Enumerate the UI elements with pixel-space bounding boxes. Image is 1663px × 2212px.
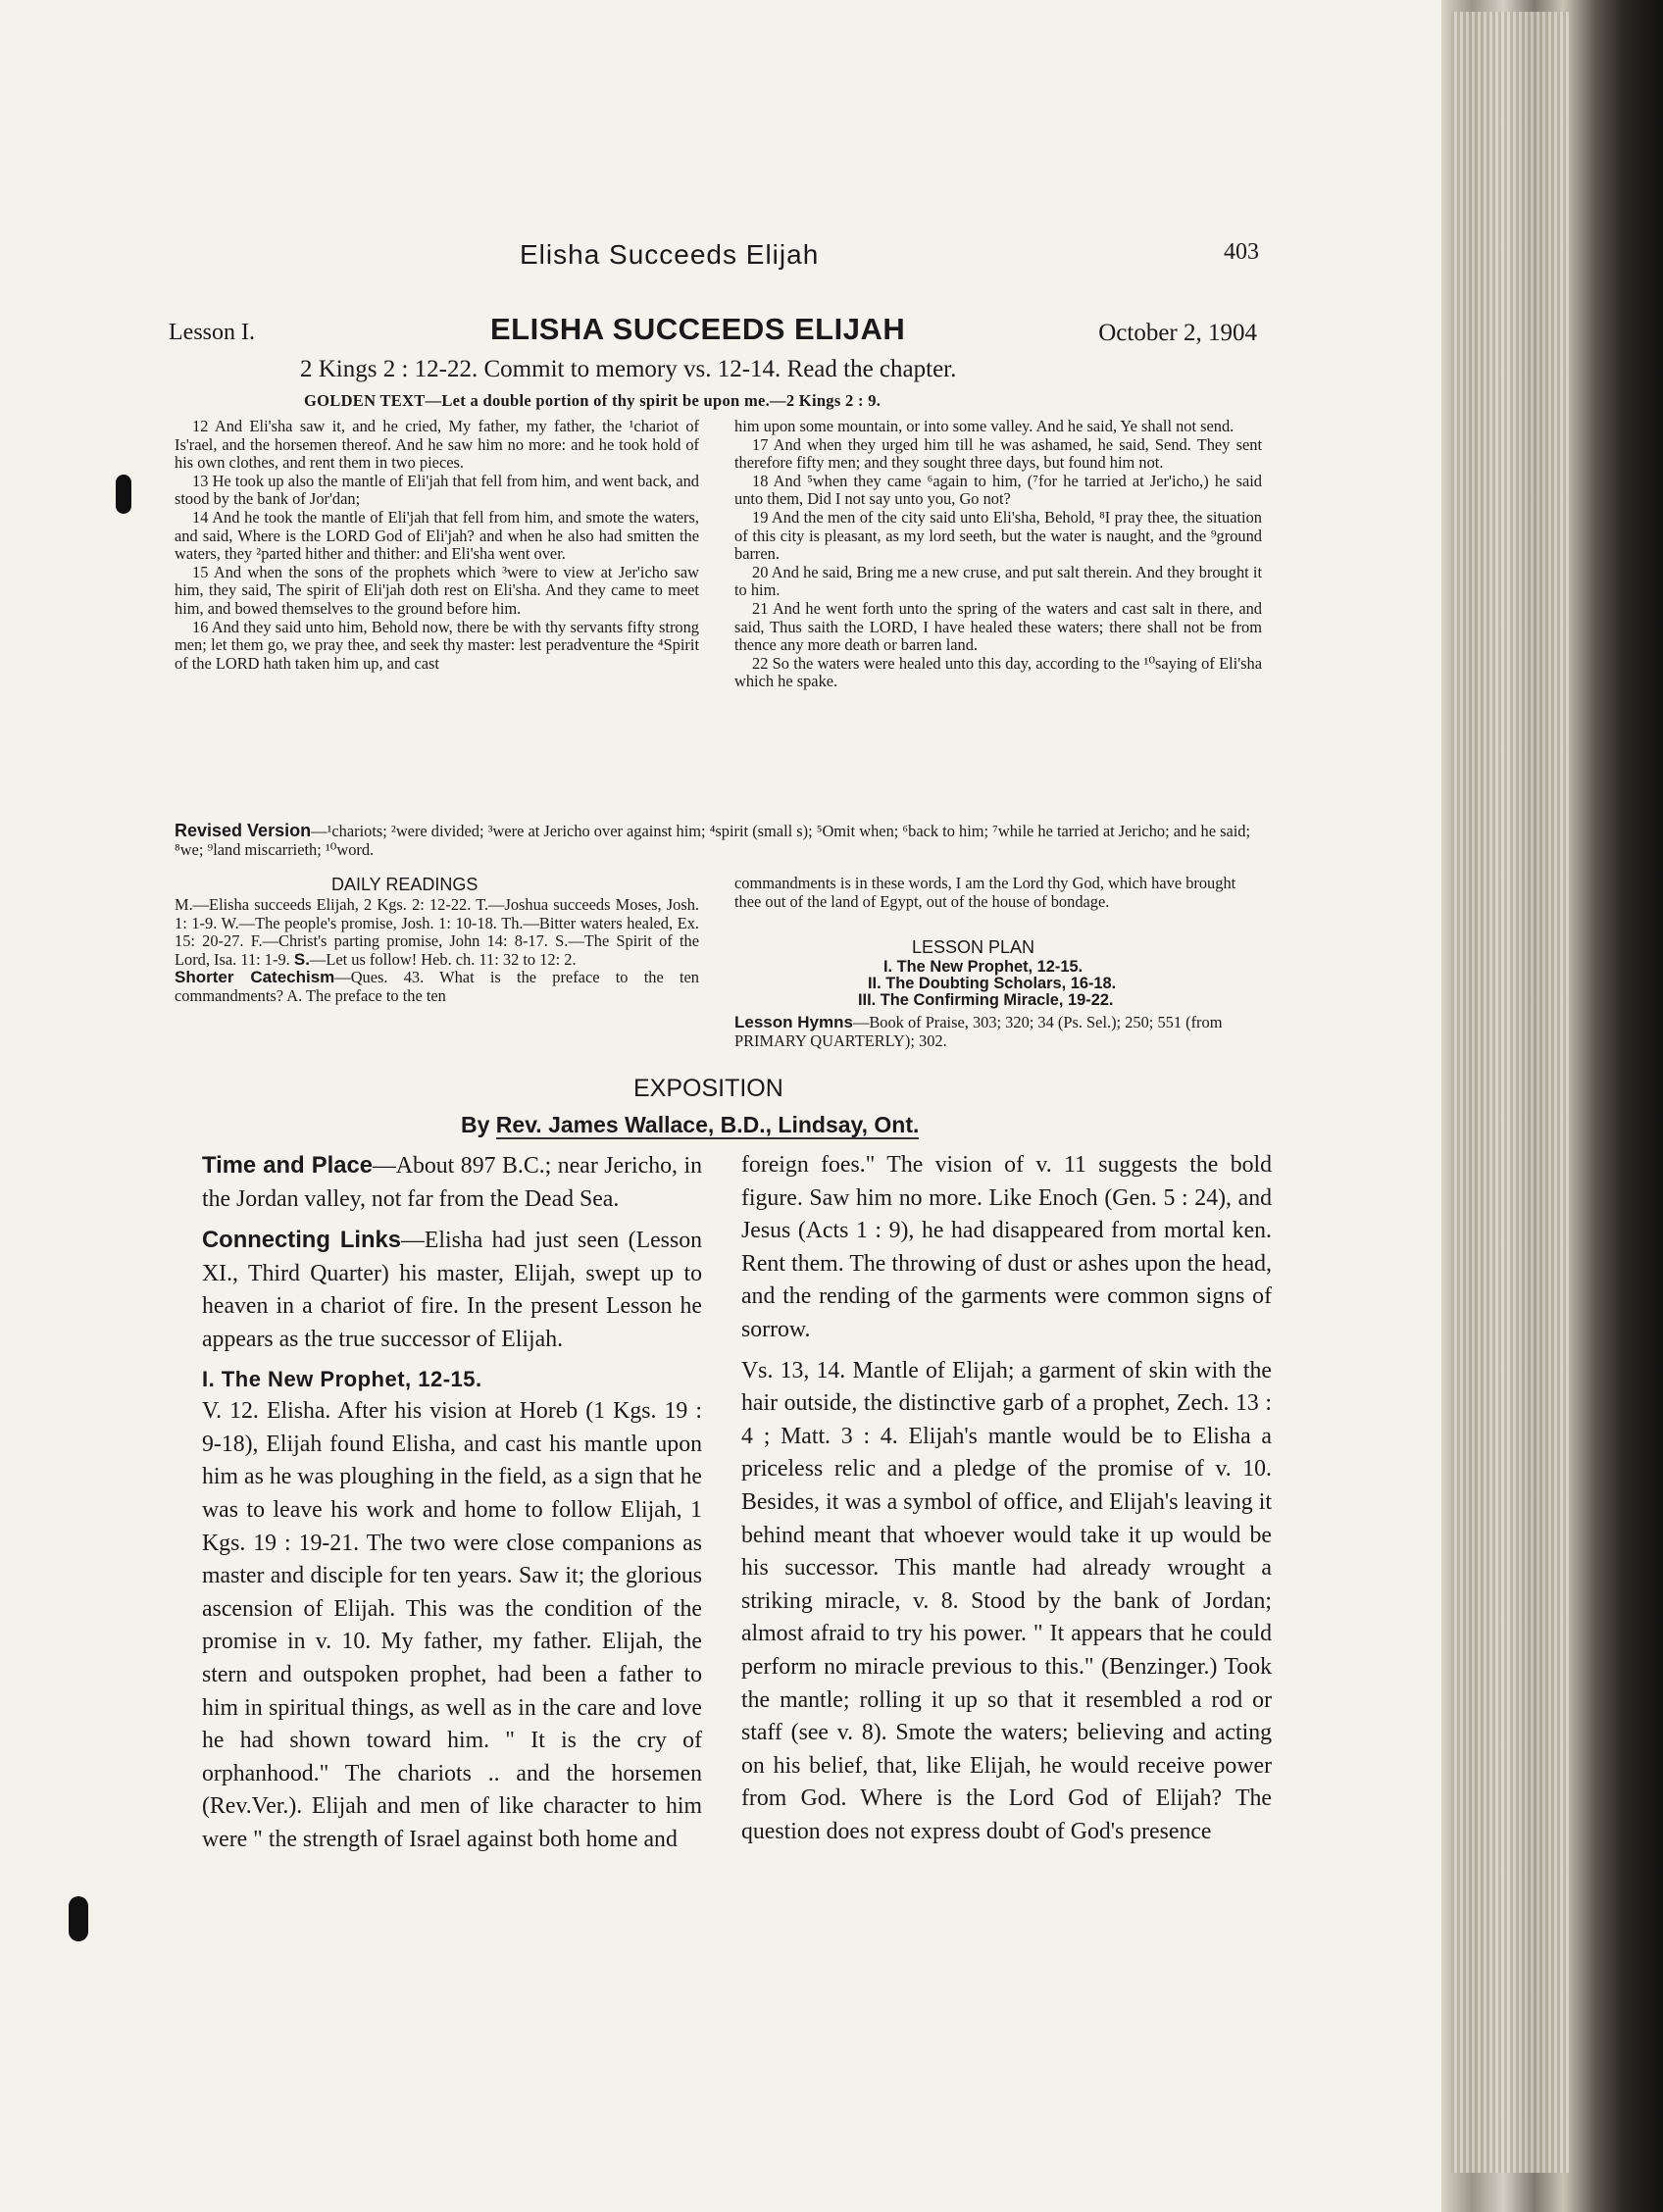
daily-readings-heading: DAILY READINGS (331, 875, 479, 894)
lesson-plan-heading: LESSON PLAN (912, 937, 1035, 957)
revised-version-notes (175, 822, 1263, 859)
verse-15: 15 And when the sons of the prophets which ³were to view at Jer'icho saw him, they said, The spirit of Eli'jah doth rest on Eli'sha. And they came to meet him, and bowed themselves to the ground before him. (175, 562, 699, 618)
time-and-place-text: —About 897 B.C.; near Jericho, in the Jordan valley, not far from the Dead Sea. (202, 1153, 702, 1212)
daily-readings-text: M.—Elisha succeeds Elijah, 2 Kgs. 2: 12-22. T.—Joshua succeeds Moses, Josh. 1: 1-9. W.—The people's promise, Josh. 1: 10-18. Th.—Bitter waters healed, Ex. 15: 20-27. F.—Christ's parting promise, John 14: 8-17. S.—The Spirit of the Lord, Isa. 11: 1-9. (175, 895, 699, 969)
connecting-links-label: Connecting Links (202, 1227, 402, 1254)
catechism-text: —Ques. 43. What is the preface to the ten commandments? A. The preface to the ten (175, 968, 699, 1005)
exposition-right-column (741, 1149, 1272, 1848)
verses-13-14-commentary: Vs. 13, 14. Mantle of Elijah; a garment of skin with the hair outside, the distinctive garb of a prophet, Zech. 13 : 4 ; Matt. 3 : 4. Elijah's mantle would be to Elisha a priceless relic and a pledge of the promise of v. 10. Besides, it was a symbol of office, and Elijah's leaving it behind meant that whoever would take it up would be his successor. This mantle had already wrought a striking miracle, v. 8. Stood by the bank of Jordan; almost afraid to try his power. " It appears that he could perform no miracle previous to this." (Benzinger.) Took the mantle; rolling it up so that it resembled a rod or staff (see v. 8). Smote the waters; believing and acting on his belief, that, like Elijah, he would receive power from God. Where is the Lord God of Elijah? The question does not express doubt of God's presence (741, 1357, 1272, 1844)
daily-readings-s-label: S. (293, 949, 310, 969)
verse-12: 12 And Eli'sha saw it, and he cried, My father, my father, the ¹chariot of Is'rael, and the horsemen thereof. And he saw him no more: and he took hold of his own clothes, and rent them in two pieces. (175, 417, 699, 473)
section-heading: I. The New Prophet, 12-15. (202, 1366, 482, 1391)
page-stack (1451, 12, 1569, 2173)
revised-version-text: —¹chariots; ²were divided; ³were at Jericho over against him; ⁴spirit (small s); ⁵Omit when; ⁶back to him; ⁷while he tarried at Jericho; and he said; ⁸we; ⁹land miscarrieth; ¹⁰word. (175, 822, 1251, 859)
verse-22: 22 So the waters were healed unto this day, according to the ¹⁰saying of Eli'sha which he spake. (734, 653, 1262, 691)
verse-19: 19 And the men of the city said unto Eli'sha, Behold, ⁸I pray thee, the situation of this city is pleasant, as my lord seeth, but the water is naught, and the ⁹ground barren. (734, 507, 1262, 564)
lesson-header (169, 312, 1257, 355)
time-and-place (202, 1149, 702, 1216)
connecting-links (202, 1224, 702, 1356)
verses-right-column (734, 418, 1262, 691)
daily-readings-s-text: —Let us follow! Heb. ch. 11: 32 to 12: 2. (309, 949, 577, 969)
verse-20: 20 And he said, Bring me a new cruse, and put salt therein. And they brought it to him. (734, 562, 1262, 600)
lesson-plan-item: I. The New Prophet, 12-15. (883, 958, 1083, 976)
exposition-heading: EXPOSITION (633, 1075, 783, 1102)
commentary-paragraph: foreign foes." The vision of v. 11 suggests the bold figure. Saw him no more. Like Enoch (Gen. 5 : 24), and Jesus (Acts 1 : 9), he had disappeared from mortal ken. Rent them. The throwing of dust or ashes upon the head, and the rending of the garments were common signs of sorrow. (741, 1152, 1272, 1342)
running-head: Elisha Succeeds Elijah (520, 239, 820, 270)
daily-readings (175, 896, 699, 1006)
verse-17: 17 And when they urged him till he was ashamed, he said, Send. They sent therefore fifty men; and they sought three days, but found him not. (734, 434, 1262, 473)
golden-text: GOLDEN TEXT—Let a double portion of thy spirit be upon me.—2 Kings 2 : 9. (304, 391, 882, 410)
catechism-label: Shorter Catechism (175, 968, 335, 987)
revised-version-label: Revised Version (175, 821, 312, 840)
lesson-hymns-text: —Book of Praise, 303; 320; 34 (Ps. Sel.); 250; 551 (from PRIMARY QUARTERLY); 302. (734, 1013, 1223, 1050)
verse-12-commentary: V. 12. Elisha. After his vision at Horeb (1 Kgs. 19 : 9-18), Elijah found Elisha, and cast his mantle upon him as he was ploughing in the field, as a sign that he was to leave his work and home to follow Elijah, 1 Kgs. 19 : 19-21. The two were close companions as master and disciple for ten years. Saw it; the glorious ascension of Elijah. This was the condition of the promise in v. 10. My father, my father. Elijah, the stern and outspoken prophet, had been a father to him in spiritual things, as well as in the care and love he had shown toward him. " It is the cry of orphanhood." The chariots .. and the horsemen (Rev.Ver.). Elijah and men of like character to him were " the strength of Israel against both home and (202, 1398, 702, 1852)
verse-16-continued: him upon some mountain, or into some valley. And he said, Ye shall not send. (734, 417, 1235, 435)
verses-left-column (175, 418, 699, 673)
lesson-date: October 2, 1904 (1098, 320, 1257, 346)
time-and-place-label: Time and Place (202, 1152, 373, 1179)
scripture-reference: 2 Kings 2 : 12-22. Commit to memory vs. 12-14. Read the chapter. (300, 356, 957, 382)
author-byline (461, 1112, 919, 1138)
lesson-plan-item: III. The Confirming Miracle, 19-22. (858, 991, 1114, 1009)
lesson-plan-item: II. The Doubting Scholars, 16-18. (868, 975, 1117, 992)
lesson-hymns-label: Lesson Hymns (734, 1013, 853, 1031)
exposition-left-column (202, 1149, 702, 1856)
book-page-edges (1441, 0, 1663, 2212)
byline-prefix: By (461, 1112, 496, 1137)
binding-hole (116, 475, 131, 514)
verse-13: 13 He took up also the mantle of Eli'jah that fell from him, and went back, and stood by the bank of Jor'dan; (175, 471, 699, 509)
byline-name: Rev. James Wallace, B.D., Lindsay, Ont. (495, 1112, 920, 1137)
verse-16: 16 And they said unto him, Behold now, there be with thy servants fifty strong men; let them go, we pray thee, and seek thy master: lest peradventure the ⁴Spirit of the LORD hath taken him up, and cast (175, 617, 699, 673)
connecting-links-text: —Elisha had just seen (Lesson XI., Third Quarter) his master, Elijah, swept up to heaven in a chariot of fire. In the present Lesson he appears as the true successor of Elijah. (202, 1228, 702, 1352)
catechism-answer-continued: commandments is in these words, I am the Lord thy God, which have brought thee out of the land of Egypt, out of the house of bondage. (734, 874, 1236, 911)
lesson-plan-items (858, 959, 1116, 1009)
verse-14: 14 And he took the mantle of Eli'jah that fell from him, and smote the waters, and said, Where is the LORD God of Eli'jah? and when he also had smitten the waters, they ²parted hither and thither: and Eli'sha went over. (175, 507, 699, 564)
lesson-hymns (734, 1014, 1264, 1050)
verse-18: 18 And ⁵when they came ⁶again to him, (⁷for he tarried at Jer'icho,) he said unto them, Did I not say unto you, Go not? (734, 471, 1262, 509)
lesson-number: Lesson I. (169, 320, 255, 345)
lesson-title: ELISHA SUCCEEDS ELIJAH (490, 312, 906, 346)
binding-hole (69, 1896, 88, 1941)
verse-21: 21 And he went forth unto the spring of the waters and cast salt in there, and said, Thus saith the LORD, I have healed these waters; there shall not be from thence any more death or barren land. (734, 598, 1262, 655)
page-number: 403 (1224, 239, 1259, 265)
